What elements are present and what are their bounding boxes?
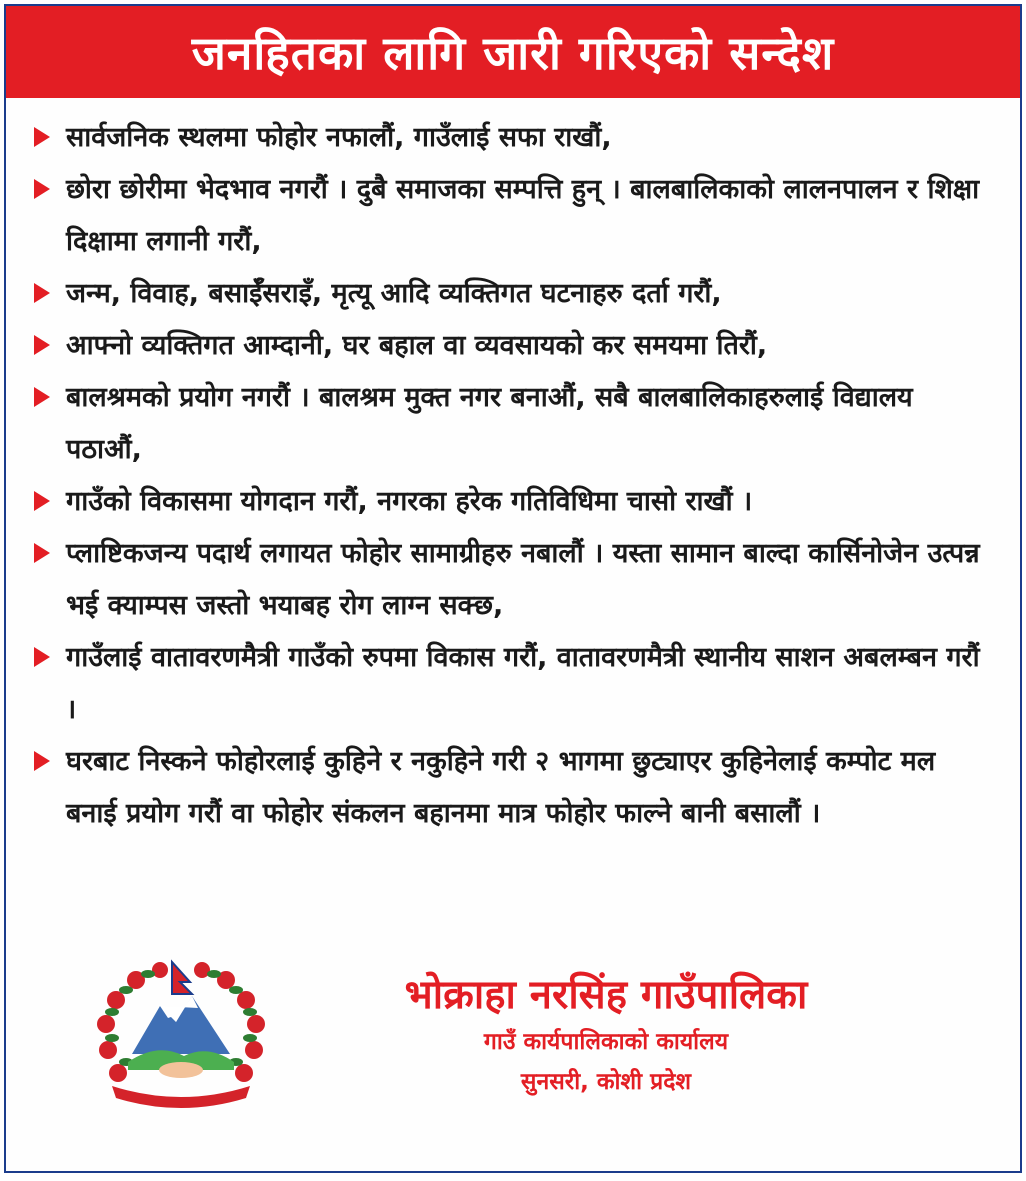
- notice-item: [32, 320, 994, 372]
- notice-text: बालश्रमको प्रयोग नगरौं । बालश्रम मुक्त नगर बनाऔं, सबै बालबालिकाहरुलाई विद्यालय पठाऔं,: [66, 382, 913, 465]
- notice-item: [32, 268, 994, 320]
- office-location: सुनसरी, कोशी प्रदेश: [520, 1069, 692, 1095]
- notice-title: जनहितका लागि जारी गरिएको सन्देश: [191, 26, 835, 80]
- notice-text: आफ्नो व्यक्तिगत आम्दानी, घर बहाल वा व्यवसायको कर समयमा तिरौं,: [66, 330, 768, 361]
- notice-item: [32, 372, 994, 476]
- notice-text: गाउँको विकासमा योगदान गरौं, नगरका हरेक गतिविधिमा चासो राखौं ।: [66, 486, 753, 517]
- notice-text: जन्म, विवाह, बसाईँसराइँ, मृत्यू आदि व्यक्तिगत घटनाहरु दर्ता गरौं,: [66, 278, 722, 309]
- municipality-name: भोक्राहा नरसिंह गाउँपालिका: [404, 972, 808, 1018]
- notice-text: प्लाष्टिकजन्य पदार्थ लगायत फोहोर सामाग्रीहरु नबालौं । यस्ता सामान बाल्दा कार्सिनोजेन उत्पन्न भई क्याम्पस जस्तो भयाबह रोग लाग्न सक्छ,: [66, 538, 980, 621]
- triangle-bullet-icon: [34, 127, 50, 147]
- notice-item: [32, 164, 994, 268]
- notice-item: [32, 736, 994, 840]
- triangle-bullet-icon: [34, 751, 50, 771]
- triangle-bullet-icon: [34, 283, 50, 303]
- office-executive: गाउँ कार्यपालिकाको कार्यालय: [483, 1029, 729, 1055]
- triangle-bullet-icon: [34, 179, 50, 199]
- notice-text: गाउँलाई वातावरणमैत्री गाउँको रुपमा विकास गरौं, वातावरणमैत्री स्थानीय साशन अबलम्बन गरौं ।: [66, 642, 980, 725]
- notice-item: [32, 476, 994, 528]
- notice-list: [6, 98, 1020, 840]
- notice-item: [32, 112, 994, 164]
- notice-text: सार्वजनिक स्थलमा फोहोर नफालौं, गाउँलाई सफा राखौं,: [66, 122, 612, 153]
- notice-text: घरबाट निस्कने फोहोरलाई कुहिने र नकुहिने गरी २ भागमा छुट्याएर कुहिनेलाई कम्पोट मल बनाई प्रयोग गरौं वा फोहोर संकलन बहानमा मात्र फोहोर फाल्ने बानी बसालौं ।: [66, 746, 936, 829]
- notice-item: [32, 632, 994, 736]
- triangle-bullet-icon: [34, 335, 50, 355]
- notice-item: [32, 528, 994, 632]
- notice-text: छोरा छोरीमा भेदभाव नगरौं । दुबै समाजका सम्पत्ति हुन् । बालबालिकाको लालनपालन र शिक्षा दिक्षामा लगानी गरौं,: [66, 174, 980, 257]
- office-footer: [6, 946, 1020, 1126]
- triangle-bullet-icon: [34, 491, 50, 511]
- office-info: [296, 968, 916, 1102]
- government-emblem-icon: [88, 958, 274, 1110]
- triangle-bullet-icon: [34, 647, 50, 667]
- notice-page: [4, 4, 1022, 1173]
- triangle-bullet-icon: [34, 543, 50, 563]
- notice-header: [6, 6, 1020, 98]
- triangle-bullet-icon: [34, 387, 50, 407]
